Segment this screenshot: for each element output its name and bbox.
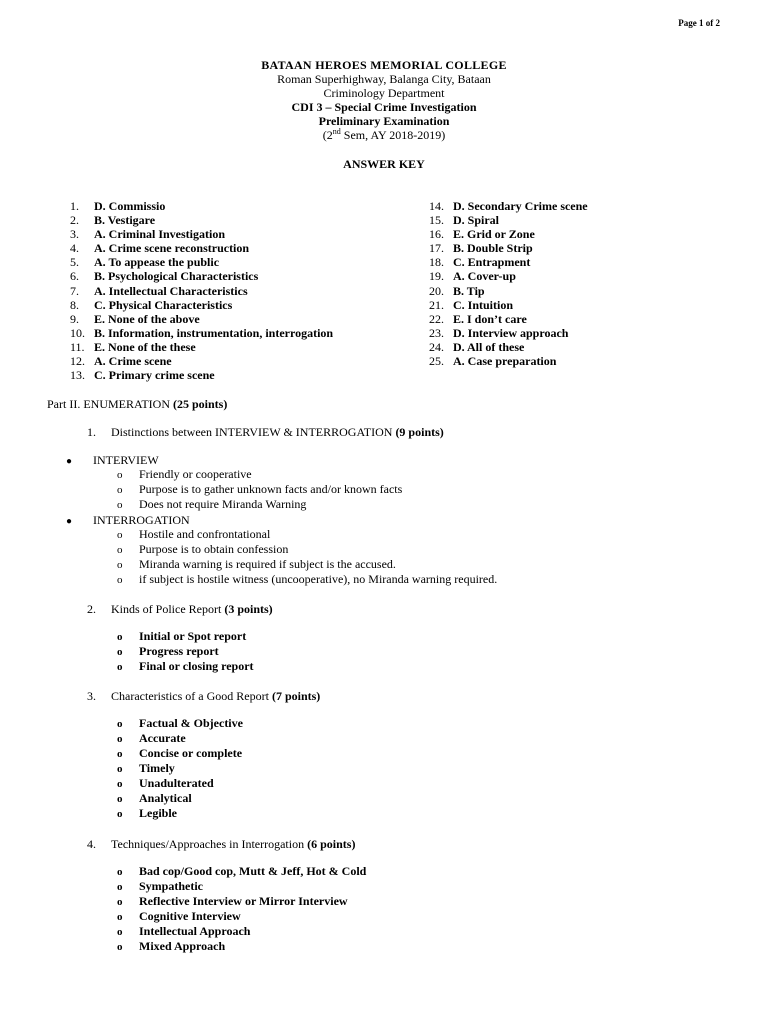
question-number: 1. xyxy=(87,425,96,439)
sub-bullet-icon: o xyxy=(117,484,123,496)
sub-bullet-icon: o xyxy=(117,574,123,586)
list-item-text: Cognitive Interview xyxy=(139,909,241,923)
sub-bullet-icon: o xyxy=(117,718,123,730)
question-text: Distinctions between INTERVIEW & INTERROGATION xyxy=(111,425,396,439)
semester-superscript: nd xyxy=(332,127,341,136)
list-item-text: Mixed Approach xyxy=(139,939,226,953)
answer-text: B. Psychological Characteristics xyxy=(94,269,259,284)
answer-number: 1. xyxy=(70,199,79,213)
sub-bullet-icon: o xyxy=(117,866,123,878)
list-item-text: Hostile and confrontational xyxy=(139,527,271,541)
question-number: 3. xyxy=(87,689,96,703)
good-report-list xyxy=(117,716,243,821)
interrogation-list xyxy=(117,527,497,587)
semester-suffix: Sem, AY 2018-2019) xyxy=(340,128,446,142)
list-item-text: Friendly or cooperative xyxy=(139,467,252,481)
list-item xyxy=(117,761,243,776)
list-item xyxy=(117,939,366,954)
sub-bullet-icon: o xyxy=(117,661,123,673)
sub-bullet-icon: o xyxy=(117,763,123,775)
answer-text: A. Crime scene xyxy=(94,354,172,369)
list-item-text: Intellectual Approach xyxy=(139,924,251,938)
answer-number: 13. xyxy=(70,368,85,383)
list-item-text: Reflective Interview or Mirror Interview xyxy=(139,894,348,908)
semester-prefix: (2 xyxy=(322,128,333,142)
interview-list xyxy=(117,467,402,512)
answer-number: 18. xyxy=(429,255,444,270)
sub-bullet-icon: o xyxy=(117,911,123,923)
question-points: (7 points) xyxy=(271,689,321,703)
list-item-text: Initial or Spot report xyxy=(139,629,247,643)
answer-text: D. Interview approach xyxy=(453,325,569,340)
answer-text: A. Criminal Investigation xyxy=(94,227,226,242)
question-number: 2. xyxy=(87,602,96,616)
part2-label: Part II. ENUMERATION xyxy=(47,397,173,411)
answer-number: 2. xyxy=(70,213,79,228)
answer-text: D. Spiral xyxy=(453,213,500,228)
sub-bullet-icon: o xyxy=(117,544,123,556)
answer-number: 21. xyxy=(429,297,444,312)
list-item-text: Does not require Miranda Warning xyxy=(139,497,307,511)
list-item-text: Concise or complete xyxy=(139,746,243,760)
sub-bullet-icon: o xyxy=(117,559,123,571)
list-item-text: Miranda warning is required if subject is the accused. xyxy=(139,557,396,571)
list-item-text: Final or closing report xyxy=(139,659,254,673)
list-item xyxy=(117,716,243,731)
list-item-text: if subject is hostile witness (uncooperative), no Miranda warning required. xyxy=(139,572,498,586)
part2-points: (25 points) xyxy=(172,397,228,411)
list-item xyxy=(117,894,366,909)
list-item xyxy=(117,909,366,924)
list-item xyxy=(117,731,243,746)
list-item xyxy=(117,467,402,482)
answer-number: 14. xyxy=(429,199,444,213)
list-item xyxy=(117,659,254,674)
list-item-text: Accurate xyxy=(139,731,186,745)
question-3 xyxy=(87,689,320,704)
answer-number: 5. xyxy=(70,255,79,270)
list-item xyxy=(117,791,243,806)
list-item-text: Analytical xyxy=(139,791,192,805)
answer-number: 25. xyxy=(429,354,444,369)
answer-text: D. All of these xyxy=(453,339,525,354)
answer-text: E. None of the these xyxy=(94,339,196,354)
answer-number: 17. xyxy=(429,241,444,256)
answer-text: E. I don’t care xyxy=(453,311,527,326)
question-points: (6 points) xyxy=(307,837,356,851)
answer-text: C. Physical Characteristics xyxy=(94,297,233,312)
answer-number: 6. xyxy=(70,269,79,284)
answer-number: 20. xyxy=(429,283,444,298)
answer-text: D. Commissio xyxy=(94,199,166,213)
answer-number: 16. xyxy=(429,227,444,242)
list-item-text: Purpose is to obtain confession xyxy=(139,542,289,556)
interview-heading-text: INTERVIEW xyxy=(93,453,159,467)
list-item-text: Unadulterated xyxy=(139,776,214,790)
list-item xyxy=(117,644,254,659)
list-item xyxy=(117,746,243,761)
answer-text: B. Tip xyxy=(453,283,485,298)
list-item xyxy=(117,527,497,542)
question-points: (3 points) xyxy=(224,602,273,616)
sub-bullet-icon: o xyxy=(117,733,123,745)
part2-heading xyxy=(47,397,227,412)
police-report-list xyxy=(117,629,254,674)
list-item xyxy=(117,542,497,557)
list-item-text: Purpose is to gather unknown facts and/or known facts xyxy=(139,482,403,496)
semester-line xyxy=(0,128,768,142)
question-2 xyxy=(87,602,273,617)
answer-number: 10. xyxy=(70,325,85,340)
question-text: Techniques/Approaches in Interrogation xyxy=(111,837,308,851)
answer-number: 19. xyxy=(429,269,444,284)
sub-bullet-icon: o xyxy=(117,896,123,908)
sub-bullet-icon: o xyxy=(117,646,123,658)
sub-bullet-icon: o xyxy=(117,631,123,643)
answer-number: 23. xyxy=(429,325,444,340)
sub-bullet-icon: o xyxy=(117,808,123,820)
list-item-text: Legible xyxy=(139,806,177,820)
answer-text: E. Grid or Zone xyxy=(453,227,535,242)
answer-number: 11. xyxy=(70,339,85,354)
list-item xyxy=(117,497,402,512)
question-points: (9 points) xyxy=(395,425,444,439)
answer-number: 3. xyxy=(70,227,79,242)
bullet-icon: ● xyxy=(66,456,73,467)
answer-text: D. Secondary Crime scene xyxy=(453,199,588,213)
list-item-text: Bad cop/Good cop, Mutt & Jeff, Hot & Cold xyxy=(139,864,367,878)
document-header xyxy=(0,58,768,142)
list-item-text: Progress report xyxy=(139,644,219,658)
list-item xyxy=(117,482,402,497)
list-item xyxy=(117,806,243,821)
answer-text: B. Vestigare xyxy=(94,213,156,228)
answer-number: 8. xyxy=(70,297,79,312)
sub-bullet-icon: o xyxy=(117,469,123,481)
sub-bullet-icon: o xyxy=(117,881,123,893)
list-item xyxy=(117,924,366,939)
answer-number: 12. xyxy=(70,354,85,369)
list-item-text: Factual & Objective xyxy=(139,716,243,730)
answer-key-title: ANSWER KEY xyxy=(343,157,425,171)
list-item-text: Sympathetic xyxy=(139,879,203,893)
interrogation-heading-text: INTERROGATION xyxy=(93,513,190,527)
answer-number: 4. xyxy=(70,241,79,256)
list-item xyxy=(117,879,366,894)
sub-bullet-icon: o xyxy=(117,529,123,541)
department-name: Criminology Department xyxy=(323,86,445,100)
course-title: CDI 3 – Special Crime Investigation xyxy=(291,100,477,114)
list-item xyxy=(117,864,366,879)
answer-text: B. Double Strip xyxy=(453,241,533,256)
answer-text: B. Information, instrumentation, interrogation xyxy=(94,325,334,340)
list-item xyxy=(117,572,497,587)
page-number: Page 1 of 2 xyxy=(678,18,720,28)
question-text: Characteristics of a Good Report xyxy=(111,689,272,703)
answer-text: A. Cover-up xyxy=(453,269,516,284)
answer-text: A. Case preparation xyxy=(453,354,557,369)
answer-number: 9. xyxy=(70,311,79,326)
answer-number: 24. xyxy=(429,339,444,354)
answer-text: C. Entrapment xyxy=(453,255,531,270)
answer-text: A. Crime scene reconstruction xyxy=(94,241,250,256)
question-4 xyxy=(87,837,355,852)
sub-bullet-icon: o xyxy=(117,499,123,511)
list-item xyxy=(117,629,254,644)
sub-bullet-icon: o xyxy=(117,748,123,760)
answer-text: C. Primary crime scene xyxy=(94,368,215,383)
list-item xyxy=(117,557,497,572)
school-name: BATAAN HEROES MEMORIAL COLLEGE xyxy=(261,58,507,72)
answer-number: 15. xyxy=(429,213,444,228)
list-item-text: Timely xyxy=(139,761,175,775)
interrogation-techniques-list xyxy=(117,864,366,954)
answer-text: C. Intuition xyxy=(453,297,514,312)
sub-bullet-icon: o xyxy=(117,941,123,953)
answer-number: 22. xyxy=(429,311,444,326)
school-address: Roman Superhighway, Balanga City, Bataan xyxy=(277,72,491,86)
answer-text: A. Intellectual Characteristics xyxy=(94,283,248,298)
question-1 xyxy=(87,425,444,440)
question-text: Kinds of Police Report xyxy=(111,602,225,616)
sub-bullet-icon: o xyxy=(117,793,123,805)
answer-text: A. To appease the public xyxy=(94,255,220,270)
bullet-icon: ● xyxy=(66,516,73,527)
sub-bullet-icon: o xyxy=(117,778,123,790)
exam-title: Preliminary Examination xyxy=(318,114,450,128)
answer-text: E. None of the above xyxy=(94,311,200,326)
list-item xyxy=(117,776,243,791)
answer-number: 7. xyxy=(70,283,79,298)
question-number: 4. xyxy=(87,837,96,851)
sub-bullet-icon: o xyxy=(117,926,123,938)
